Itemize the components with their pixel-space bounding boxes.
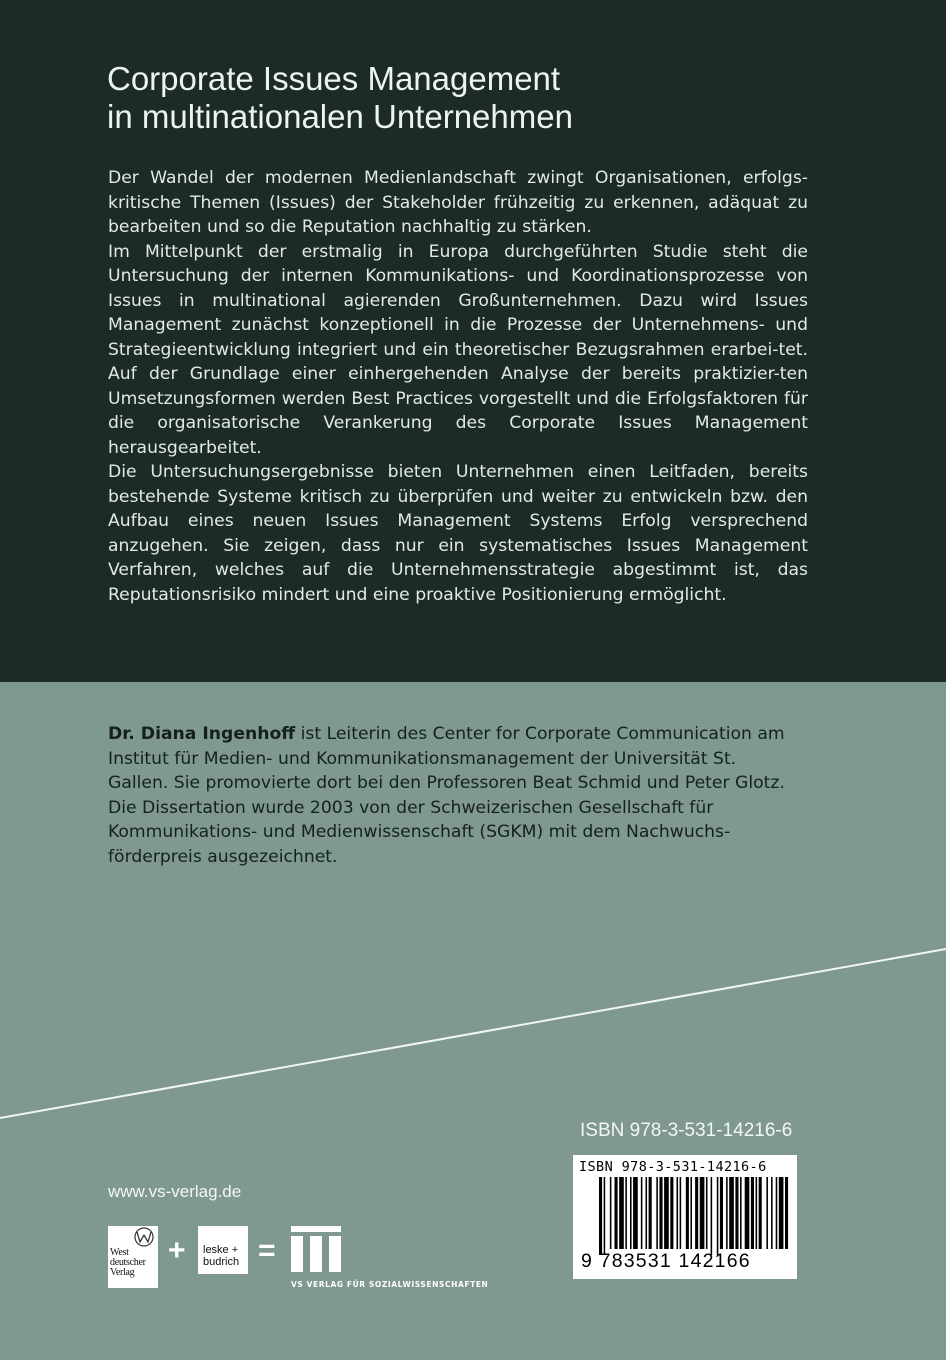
barcode-bar xyxy=(776,1177,778,1249)
barcode-bar xyxy=(615,1177,618,1249)
barcode-bar xyxy=(720,1177,723,1249)
book-description xyxy=(108,166,808,607)
westdeutscher-verlag-logo xyxy=(108,1226,158,1288)
barcode-bar xyxy=(641,1177,643,1249)
barcode-bar xyxy=(686,1177,689,1249)
westdeutscher-verlag-text: West deutscher Verlag xyxy=(110,1247,146,1278)
description-paragraph-3: Die Untersuchungsergebnisse bieten Unternehmen einen Leitfaden, bereits bestehende Systeme kritisch zu überprüfen und weiter zu entwickeln bzw. den Aufbau eines neuen Issues Management Systems Erfolg versprechend anzugehen. Sie zeigen, dass nur ein systematisches Issues Management Verfahren, welches auf die Unternehmensstrategie abgestimmt ist, das Reputationsrisiko mindert und eine proaktive Positionierung ermöglicht. xyxy=(108,462,808,605)
barcode-bar xyxy=(630,1177,632,1249)
barcode-bar xyxy=(633,1177,638,1249)
barcode-bar xyxy=(610,1177,612,1249)
leske-budrich-logo xyxy=(198,1226,248,1274)
publisher-website[interactable]: www.vs-verlag.de xyxy=(108,1182,242,1201)
barcode-bar xyxy=(680,1177,682,1249)
barcode-isbn-label: ISBN 978-3-531-14216-6 xyxy=(579,1159,767,1175)
book-title xyxy=(107,60,867,136)
diagonal-divider-line xyxy=(0,946,946,1146)
leske-budrich-text: leske + budrich xyxy=(203,1244,240,1268)
isbn-barcode xyxy=(573,1155,797,1279)
author-bio-text: ist Leiterin des Center for Corporate Communication am Institut für Medien- und Kommunikationsmanagement der Universität St. Gallen. Sie promovierte dort bei den Professoren Beat Schmid und Peter Glotz. Die Dissertation wurde 2003 von der Schweizerischen Gesellschaft für Kommunikations- und Medienwissenschaft (SGKM) mit dem Nachwuchs-förderpreis ausgezeichnet. xyxy=(108,724,785,867)
barcode-bar xyxy=(670,1177,673,1249)
barcode-bar xyxy=(659,1177,662,1249)
publisher-logos xyxy=(108,1222,528,1302)
barcode-bar xyxy=(695,1177,698,1249)
barcode-bar xyxy=(745,1177,750,1249)
barcode-bar xyxy=(726,1177,728,1249)
barcode-bar xyxy=(649,1177,652,1249)
equals-sign: = xyxy=(258,1234,276,1267)
description-paragraph-2: Im Mittelpunkt der erstmalig in Europa durchgeführten Studie steht die Untersuchung der internen Kommunikations- und Koordinationsprozesse von Issues in multinational agierenden Großunternehmen. Dazu wird Issues Management zunächst konzeptionell in die Prozesse der Unternehmens- und Strategieentwicklung integriert und ein theoretischer Bezugsrahmen erarbei-tet. Auf der Grundlage einer einhergehenden Analyse der bereits praktizier-ten Umsetzungsformen werden Best Practices vorgestellt und die Erfolgsfaktoren für die organisatorische Verankerung des Corporate Issues Management herausgearbeitet. xyxy=(108,241,808,458)
barcode-bar xyxy=(751,1177,754,1249)
barcode-bar xyxy=(690,1177,692,1249)
westdeutscher-w-icon xyxy=(108,1226,158,1248)
vs-verlag-logo xyxy=(291,1226,531,1296)
barcode-bar xyxy=(711,1177,713,1255)
barcode-bar xyxy=(735,1177,738,1249)
author-name: Dr. Diana Ingenhoff xyxy=(108,724,296,744)
barcode-bar xyxy=(717,1177,719,1255)
isbn-number: ISBN 978-3-531-14216-6 xyxy=(580,1120,793,1141)
barcode-bar xyxy=(604,1177,606,1255)
plus-sign: + xyxy=(168,1234,186,1267)
barcode-bar xyxy=(625,1177,627,1249)
vs-verlag-text: VS VERLAG FÜR SOZIALWISSENSCHAFTEN xyxy=(291,1280,489,1289)
barcode-bar xyxy=(599,1177,602,1255)
author-bio xyxy=(108,722,788,869)
book-title-line-1: Corporate Issues Management xyxy=(107,60,561,97)
barcode-bar xyxy=(759,1177,762,1249)
vs-verlag-mark-icon xyxy=(291,1226,351,1276)
barcode-bar xyxy=(785,1177,788,1249)
barcode-bar xyxy=(740,1177,742,1249)
barcode-bar xyxy=(619,1177,624,1249)
bottom-panel xyxy=(0,682,946,1360)
barcode-bar xyxy=(729,1177,734,1249)
barcode-bar xyxy=(771,1177,773,1249)
barcode-bar xyxy=(664,1177,669,1249)
barcode-bar xyxy=(756,1177,758,1249)
barcode-bar xyxy=(766,1177,768,1249)
barcode-bar xyxy=(646,1177,648,1249)
barcode-digits: 9 783531 142166 xyxy=(581,1250,751,1272)
barcode-bar xyxy=(700,1177,705,1249)
description-paragraph-1: Der Wandel der modernen Medienlandschaft zwingt Organisationen, erfolgs-kritische Themen (Issues) der Stakeholder frühzeitig zu erkennen, adäquat zu bearbeiten und so die Reputation nachhaltig zu stärken. xyxy=(108,168,808,237)
barcode-bar xyxy=(706,1177,708,1249)
barcode-bar xyxy=(656,1177,658,1249)
book-title-line-2: in multinationalen Unternehmen xyxy=(107,98,573,135)
barcode-bar xyxy=(677,1177,679,1249)
barcode-bar xyxy=(779,1177,784,1249)
